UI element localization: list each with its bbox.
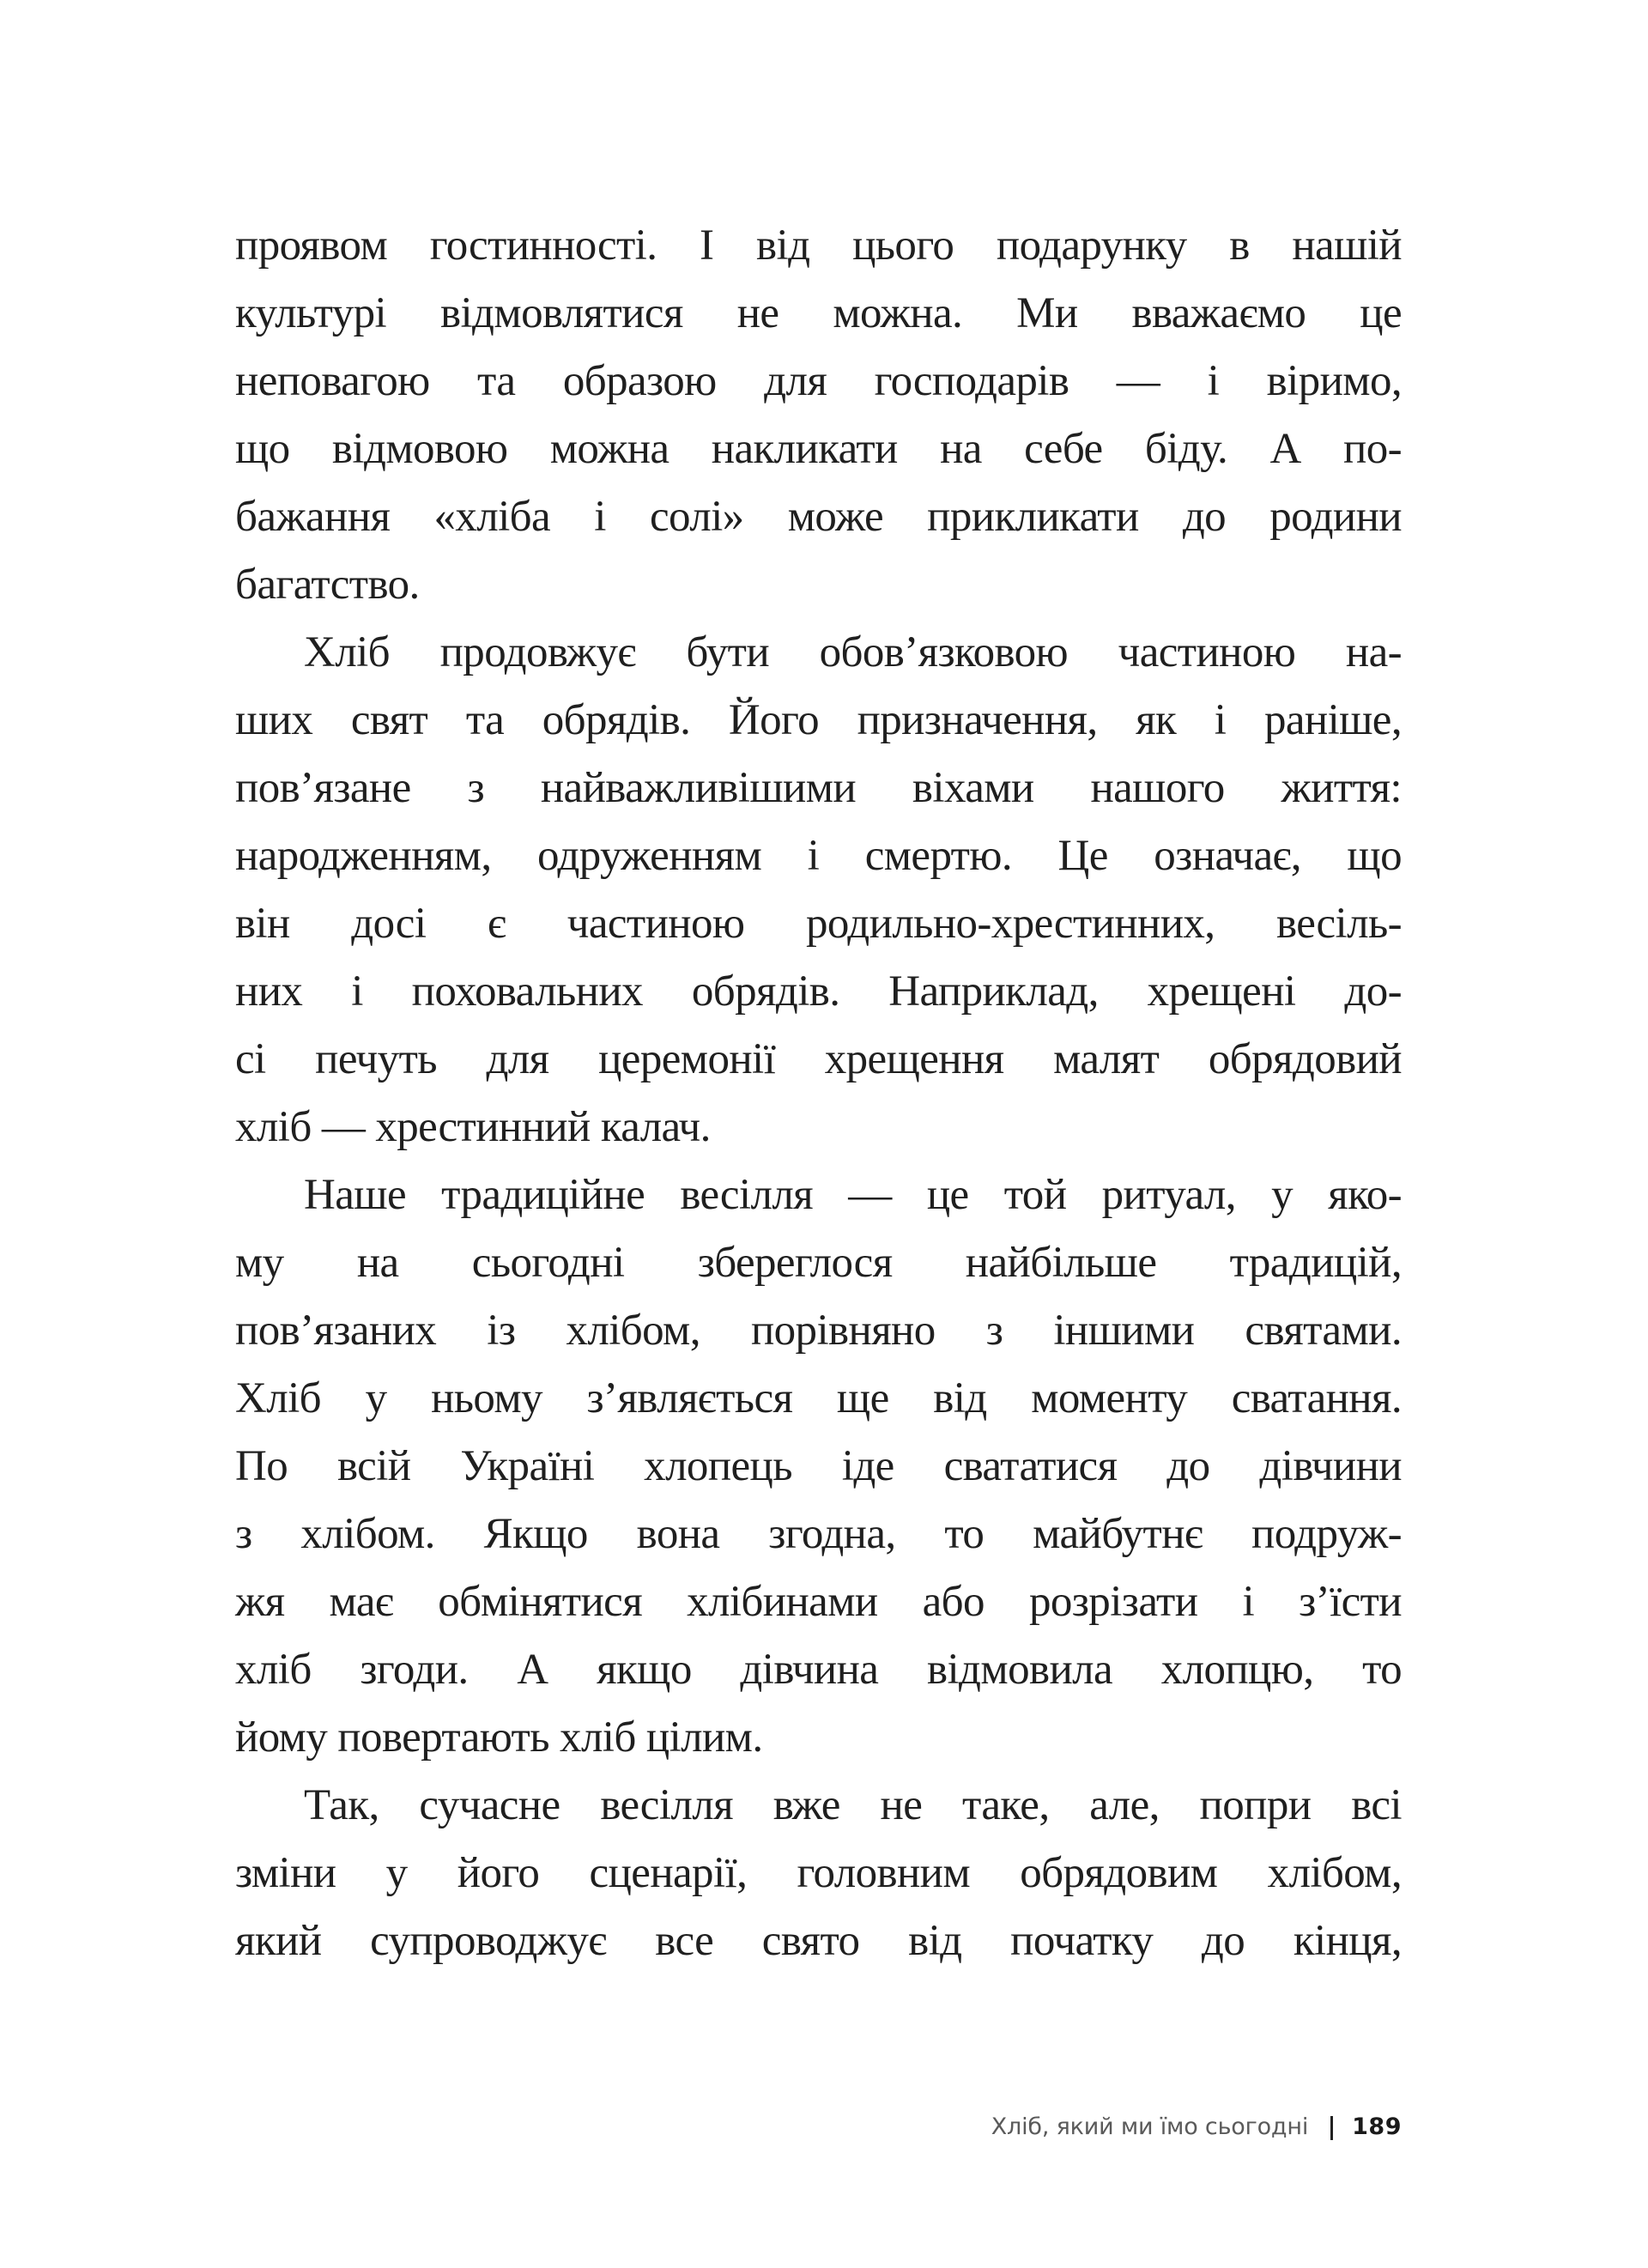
page-footer	[851, 2110, 1402, 2144]
paragraph-1	[235, 212, 1402, 619]
text-line: що відмовою можна накликати на себе біду. А по-	[235, 425, 1402, 473]
paragraph-2	[235, 619, 1402, 1161]
text-line: народженням, одруженням і смертю. Це означає, що	[235, 832, 1402, 880]
text-line: Наше традиційне весілля — це той ритуал, у яко-	[304, 1171, 1402, 1219]
text-line: який супроводжує все свято від початку до кінця,	[235, 1917, 1402, 1965]
paragraph-3	[235, 1161, 1402, 1772]
text-line: йому повертають хліб цілим.	[235, 1713, 763, 1762]
running-title: Хліб, який ми їмо сьогодні	[991, 2113, 1309, 2140]
text-line: Хліб продовжує бути обов’язковою частиною на-	[304, 628, 1402, 676]
paragraph-4	[235, 1772, 1402, 1975]
text-line: ших свят та обрядів. Його призначення, як і раніше,	[235, 696, 1402, 744]
text-line: культурі відмовлятися не можна. Ми вважаємо це	[235, 289, 1402, 337]
text-line: Так, сучасне весілля вже не таке, але, попри всі	[304, 1781, 1402, 1829]
text-line: сі печуть для церемонії хрещення малят обрядовий	[235, 1035, 1402, 1083]
text-line: він досі є частиною родильно-хрестинних, весіль-	[235, 900, 1402, 948]
text-line: багатство.	[235, 561, 420, 609]
text-line: них і поховальних обрядів. Наприклад, хрещені до-	[235, 967, 1402, 1016]
text-line: му на сьогодні збереглося найбільше традицій,	[235, 1239, 1402, 1287]
text-line: пов’язане з найважливішими віхами нашого життя:	[235, 764, 1402, 812]
text-line: бажання «хліба і солі» може прикликати до родини	[235, 493, 1402, 541]
text-line: зміни у його сценарії, головним обрядовим хлібом,	[235, 1849, 1402, 1897]
text-line: пов’язаних із хлібом, порівняно з іншими святами.	[235, 1307, 1402, 1355]
text-line: По всій Україні хлопець іде свататися до дівчини	[235, 1442, 1402, 1490]
text-line: неповагою та образою для господарів — і віримо,	[235, 357, 1402, 405]
body-text	[235, 212, 1402, 1975]
text-line: з хлібом. Якщо вона згодна, то майбутнє подруж-	[235, 1510, 1402, 1558]
footer-separator	[1330, 2116, 1333, 2140]
text-line: жя має обмінятися хлібинами або розрізати і з’їсти	[235, 1578, 1402, 1626]
page-number: 189	[1352, 2113, 1402, 2140]
text-line: хліб згоди. А якщо дівчина відмовила хлопцю, то	[235, 1646, 1402, 1694]
text-line: Хліб у ньому з’являється ще від моменту сватання.	[235, 1374, 1402, 1422]
text-line: проявом гостинності. І від цього подарунку в нашій	[235, 221, 1402, 270]
text-line: хліб — хрестинний калач.	[235, 1103, 711, 1151]
